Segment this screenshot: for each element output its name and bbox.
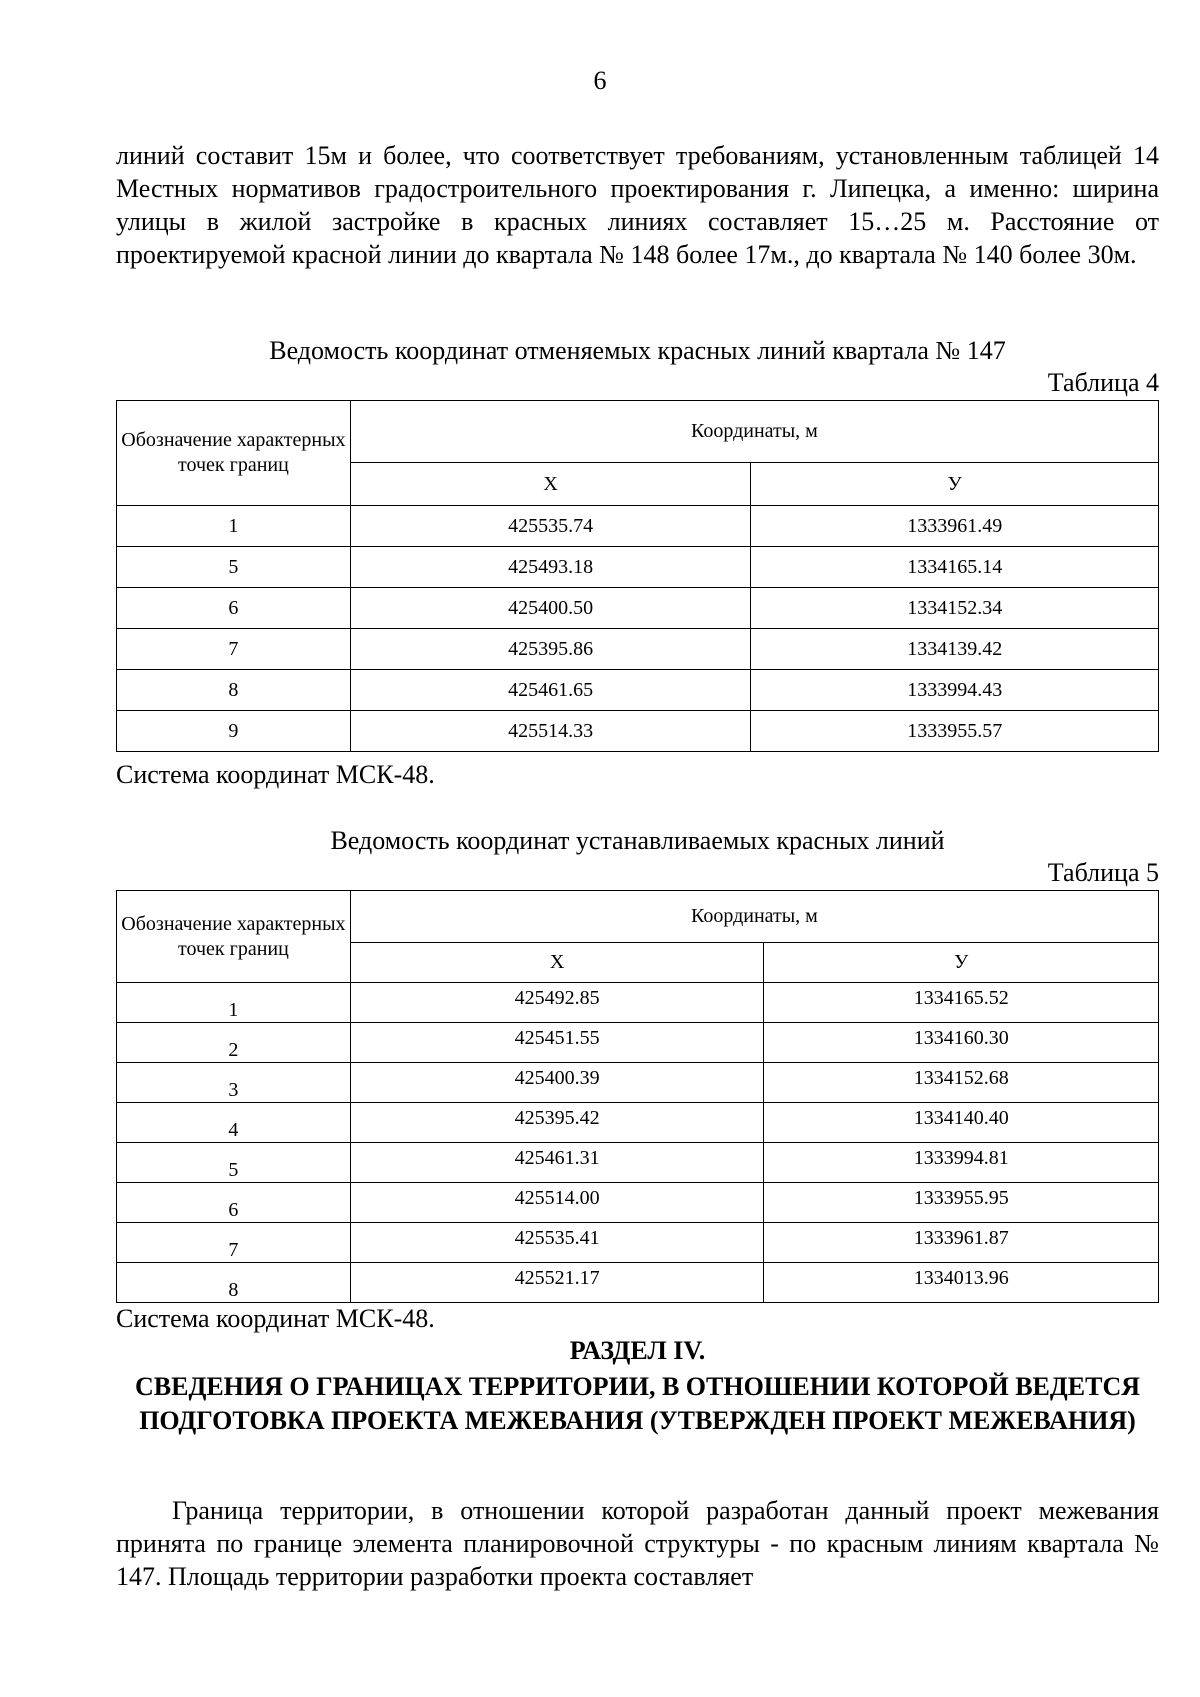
table4-number: Таблица 4 [1047, 368, 1159, 397]
table4-header-x: Х [350, 463, 751, 506]
y-cell: 1333955.57 [751, 711, 1159, 752]
table-row [117, 1023, 1159, 1063]
table5-header-x: Х [350, 943, 764, 983]
table-row [117, 1063, 1159, 1103]
table5-note: Система координат МСК-48. [116, 1304, 435, 1333]
section-paragraph: Граница территории, в отношении которой разработан данный проект межевания принята по границе элемента планировочной структуры - по красным линиям квартала № 147. Площадь территории разработки проекта составляет [116, 1496, 1159, 1591]
x-cell: 425493.18 [350, 547, 751, 588]
table5-number: Таблица 5 [1047, 858, 1159, 887]
point-cell: 9 [117, 711, 351, 752]
table4-title: Ведомость координат отменяемых красных линий квартала № 147 [269, 336, 1006, 365]
table-row [117, 588, 1159, 629]
point-cell: 6 [117, 1183, 351, 1223]
table4-header-point: Обозначение характерных точек границ [117, 401, 351, 506]
point-cell: 5 [117, 1143, 351, 1183]
y-cell: 1334160.30 [764, 1023, 1159, 1063]
y-cell: 1334152.34 [751, 588, 1159, 629]
point-cell: 8 [117, 670, 351, 711]
y-cell: 1334140.40 [764, 1103, 1159, 1143]
table-row [117, 1143, 1159, 1183]
y-cell: 1333994.43 [751, 670, 1159, 711]
section-subheading: СВЕДЕНИЯ О ГРАНИЦАХ ТЕРРИТОРИИ, В ОТНОШЕНИИ КОТОРОЙ ВЕДЕТСЯ ПОДГОТОВКА ПРОЕКТА МЕЖЕВАНИЯ (УТВЕРЖДЕН ПРОЕКТ МЕЖЕВАНИЯ) [134, 1372, 1140, 1435]
table-row [117, 670, 1159, 711]
table-row [117, 1263, 1159, 1303]
point-cell: 1 [117, 506, 351, 547]
x-cell: 425400.39 [350, 1063, 764, 1103]
y-cell: 1334165.52 [764, 983, 1159, 1023]
table4-header-y: У [751, 463, 1159, 506]
y-cell: 1334152.68 [764, 1063, 1159, 1103]
table-row [117, 1103, 1159, 1143]
point-cell: 2 [117, 1023, 351, 1063]
table5-header-coords: Координаты, м [350, 891, 1158, 943]
point-cell: 8 [117, 1263, 351, 1303]
table-row [117, 1183, 1159, 1223]
x-cell: 425514.00 [350, 1183, 764, 1223]
x-cell: 425535.74 [350, 506, 751, 547]
y-cell: 1334165.14 [751, 547, 1159, 588]
table-row [117, 547, 1159, 588]
point-cell: 3 [117, 1063, 351, 1103]
point-cell: 4 [117, 1103, 351, 1143]
x-cell: 425461.31 [350, 1143, 764, 1183]
y-cell: 1334013.96 [764, 1263, 1159, 1303]
table4-header-coords: Координаты, м [350, 401, 1158, 463]
intro-paragraph: линий составит 15м и более, что соответствует требованиям, установленным таблицей 14 Местных нормативов градостроительного проектирования г. Липецка, а именно: ширина улицы в жилой застройке в красных линиях составляет 15…25 м. Расстояние от проектируемой красной линии до квартала № 148 более 17м., до квартала № 140 более 30м. [116, 141, 1159, 269]
table5-header-y: У [764, 943, 1159, 983]
table-row [117, 506, 1159, 547]
x-cell: 425400.50 [350, 588, 751, 629]
x-cell: 425521.17 [350, 1263, 764, 1303]
point-cell: 6 [117, 588, 351, 629]
table-row [117, 629, 1159, 670]
point-cell: 7 [117, 629, 351, 670]
table-row [117, 711, 1159, 752]
x-cell: 425461.65 [350, 670, 751, 711]
y-cell: 1333994.81 [764, 1143, 1159, 1183]
table-row [117, 1223, 1159, 1263]
section-heading: РАЗДЕЛ IV. [569, 1336, 706, 1365]
point-cell: 1 [117, 983, 351, 1023]
y-cell: 1333961.87 [764, 1223, 1159, 1263]
table5-title: Ведомость координат устанавливаемых красных линий [330, 826, 945, 855]
x-cell: 425395.86 [350, 629, 751, 670]
y-cell: 1334139.42 [751, 629, 1159, 670]
table-row [117, 983, 1159, 1023]
x-cell: 425395.42 [350, 1103, 764, 1143]
table5 [116, 890, 1159, 1303]
page-number: 6 [593, 66, 607, 95]
x-cell: 425514.33 [350, 711, 751, 752]
table4 [116, 400, 1159, 752]
point-cell: 7 [117, 1223, 351, 1263]
x-cell: 425451.55 [350, 1023, 764, 1063]
point-cell: 5 [117, 547, 351, 588]
y-cell: 1333961.49 [751, 506, 1159, 547]
x-cell: 425535.41 [350, 1223, 764, 1263]
y-cell: 1333955.95 [764, 1183, 1159, 1223]
x-cell: 425492.85 [350, 983, 764, 1023]
table5-header-point: Обозначение характерных точек границ [117, 891, 351, 983]
table4-note: Система координат МСК-48. [116, 760, 435, 789]
